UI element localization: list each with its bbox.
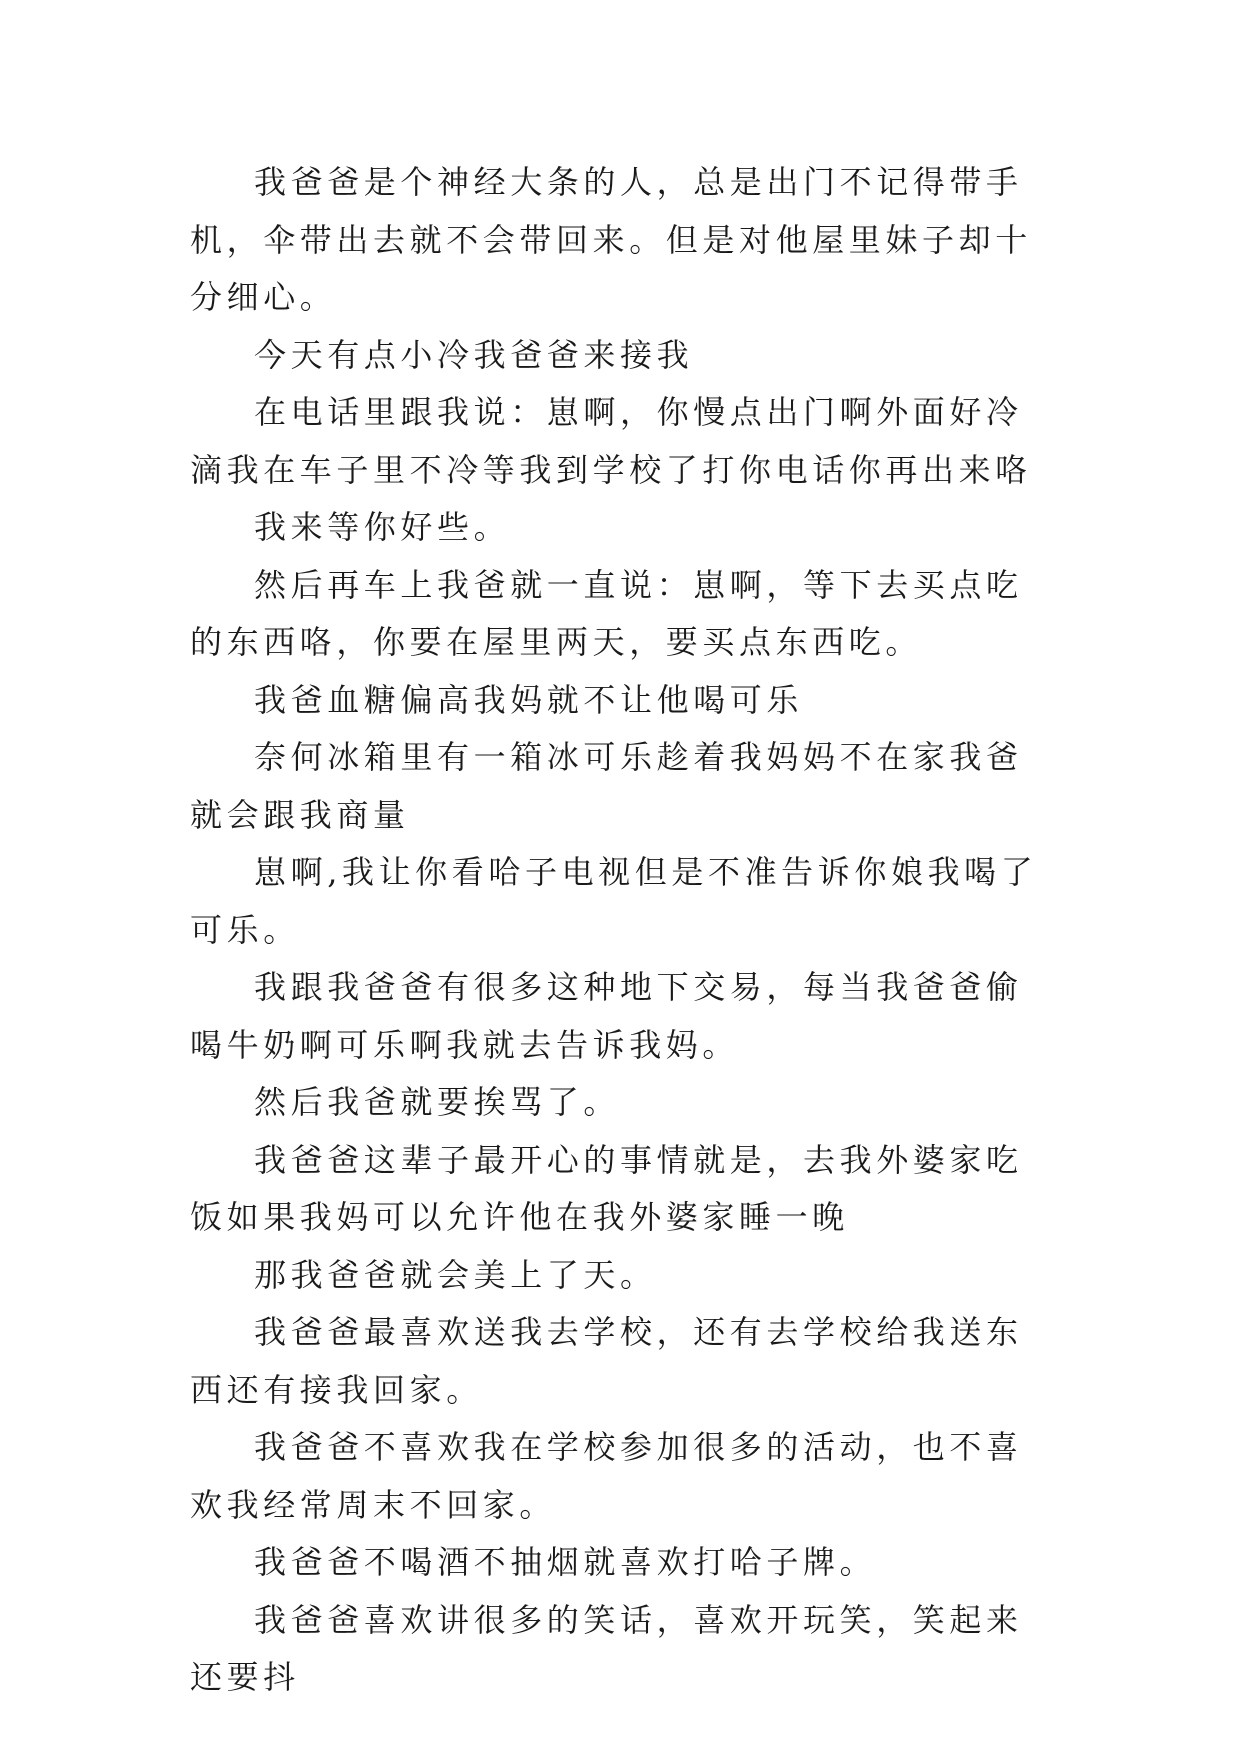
paragraph: 今天有点小冷我爸爸来接我 — [254, 335, 694, 374]
paragraph: 然后再车上我爸就一直说：崽啊，等下去买点吃的东西咯，你要在屋里两天，要买点东西吃。 — [190, 565, 1023, 661]
paragraph: 我爸爸这辈子最开心的事情就是，去我外婆家吃饭如果我妈可以允许他在我外婆家睡一晚 — [190, 1140, 1023, 1236]
paragraph: 在电话里跟我说：崽啊，你慢点出门啊外面好冷滴我在车子里不冷等我到学校了打你电话你再出来咯 — [190, 393, 1032, 489]
paragraph: 我爸爸是个神经大条的人，总是出门不记得带手机，伞带出去就不会带回来。但是对他屋里妹子却十分细心。 — [190, 163, 1032, 316]
paragraph: 我跟我爸爸有很多这种地下交易，每当我爸爸偷喝牛奶啊可乐啊我就去告诉我妈。 — [190, 968, 1023, 1064]
paragraph: 奈何冰箱里有一箱冰可乐趁着我妈妈不在家我爸就会跟我商量 — [190, 738, 1023, 834]
paragraph: 我爸爸不喝酒不抽烟就喜欢打哈子牌。 — [254, 1543, 877, 1581]
paragraph: 我爸爸最喜欢送我去学校，还有去学校给我送东西还有接我回家。 — [190, 1313, 1023, 1409]
paragraph: 我来等你好些。 — [254, 508, 511, 546]
paragraph: 我爸爸不喜欢我在学校参加很多的活动，也不喜欢我经常周末不回家。 — [190, 1428, 1023, 1524]
paragraph: 我爸血糖偏高我妈就不让他喝可乐 — [254, 680, 804, 719]
paragraph: 崽啊,我让你看哈子电视但是不准告诉你娘我喝了可乐。 — [190, 853, 1038, 949]
document-body — [190, 154, 1050, 1707]
paragraph: 我爸爸喜欢讲很多的笑话，喜欢开玩笑，笑起来还要抖 — [190, 1600, 1023, 1696]
paragraph: 然后我爸就要挨骂了。 — [254, 1083, 621, 1121]
paragraph: 那我爸爸就会美上了天。 — [254, 1255, 657, 1294]
